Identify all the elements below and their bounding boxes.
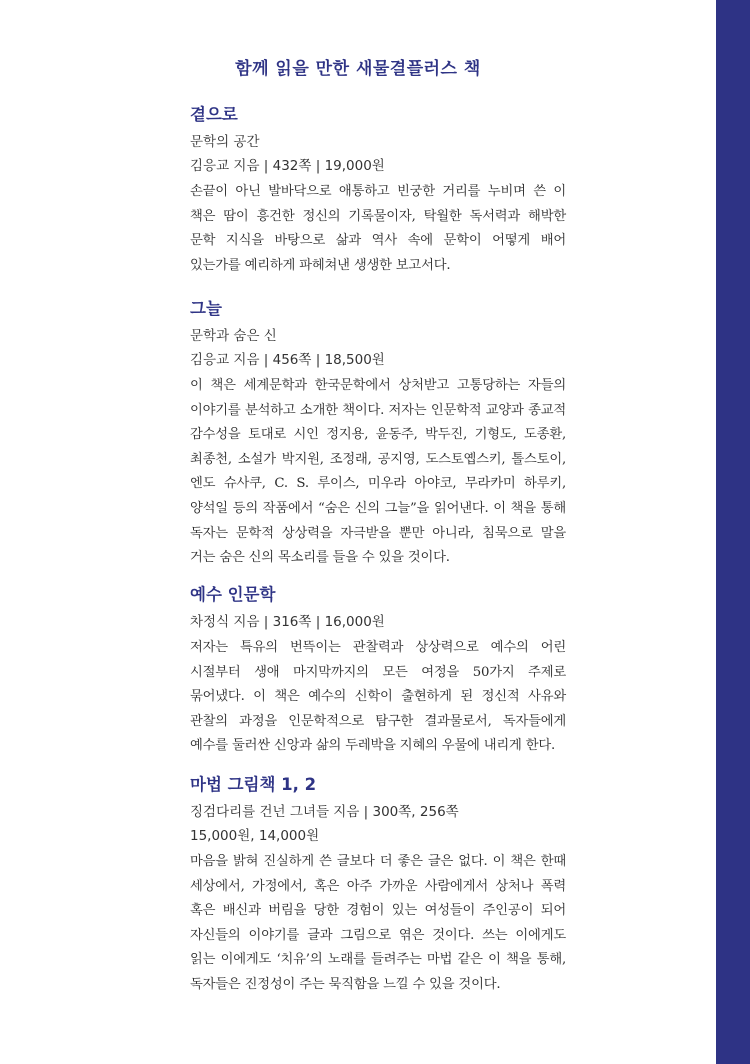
book-meta: 징검다리를 건넌 그녀들 지음 | 300쪽, 256쪽 bbox=[190, 804, 459, 820]
book-description: 손끝이 아닌 발바닥으로 애통하고 빈궁한 거리를 누비며 쓴 이 책은 땀이 흥건한 정신의 기록물이자, 탁월한 독서력과 해박한 문학 지식을 바탕으로 삶과 역사 속에 문학이 어떻게 배어 있는가를 예리하게 파헤쳐낸 생생한 보고서다. bbox=[190, 184, 566, 273]
book-meta: 김응교 지음 | 456쪽 | 18,500원 bbox=[190, 352, 385, 368]
book-description: 마음을 밝혀 진실하게 쓴 글보다 더 좋은 글은 없다. 이 책은 한때 세상에서, 가정에서, 혹은 아주 가까운 사람에게서 상처나 폭력 혹은 배신과 버림을 당한 경험이 있는 여성들이 주인공이 되어 자신들의 이야기를 글과 그림으로 엮은 것이다. 쓰는 이에게도 읽는 이에게도 ‘치유’의 노래를 들려주는 마법 같은 이 책을 통해, 독자들은 진정성이 주는 묵직함을 느낄 수 있을 것이다. bbox=[190, 854, 566, 992]
book-entry-2 bbox=[190, 298, 566, 571]
book-price: 15,000원, 14,000원 bbox=[190, 828, 320, 844]
book-description: 이 책은 세계문학과 한국문학에서 상처받고 고통당하는 자들의 이야기를 분석하고 소개한 책이다. 저자는 인문학적 교양과 종교적 감수성을 토대로 시인 정지용, 윤동주, 박두진, 기형도, 도종환, 최종천, 소설가 박지원, 조정래, 공지영, 도스토옙스키, 톨스토이, 엔도 슈사쿠, C. S. 루이스, 미우라 아야코, 무라카미 하루키, 양석일 등의 작품에서 “숨은 신의 그늘”을 읽어낸다. 이 책을 통해 독자는 문학적 상상력을 자극받을 뿐만 아니라, 침묵으로 말을 거는 숨은 신의 목소리를 들을 수 있을 것이다. bbox=[190, 378, 566, 566]
book-entry-3 bbox=[190, 584, 566, 759]
book-subtitle: 문학의 공간 bbox=[190, 134, 260, 150]
book-subtitle: 문학과 숨은 신 bbox=[190, 328, 277, 344]
page-title: 함께 읽을 만한 새물결플러스 책 bbox=[235, 59, 481, 79]
book-entry-1 bbox=[190, 104, 566, 278]
book-title: 예수 인문학 bbox=[190, 585, 276, 604]
book-meta: 차정식 지음 | 316쪽 | 16,000원 bbox=[190, 614, 385, 630]
side-accent-bar bbox=[716, 0, 750, 1064]
book-title: 마법 그림책 1, 2 bbox=[190, 775, 317, 794]
book-title: 그늘 bbox=[190, 299, 222, 318]
book-entry-4 bbox=[190, 774, 566, 998]
book-meta: 김응교 지음 | 432쪽 | 19,000원 bbox=[190, 158, 385, 174]
book-description: 저자는 특유의 번뜩이는 관찰력과 상상력으로 예수의 어린 시절부터 생애 마지막까지의 모든 여정을 50가지 주제로 묶어냈다. 이 책은 예수의 신학이 출현하게 된 정신적 사유와 관찰의 과정을 인문학적으로 탐구한 결과물로서, 독자들에게 예수를 둘러싼 신앙과 삶의 두레박을 지혜의 우물에 내리게 한다. bbox=[190, 640, 566, 754]
book-title: 곁으로 bbox=[190, 105, 238, 124]
